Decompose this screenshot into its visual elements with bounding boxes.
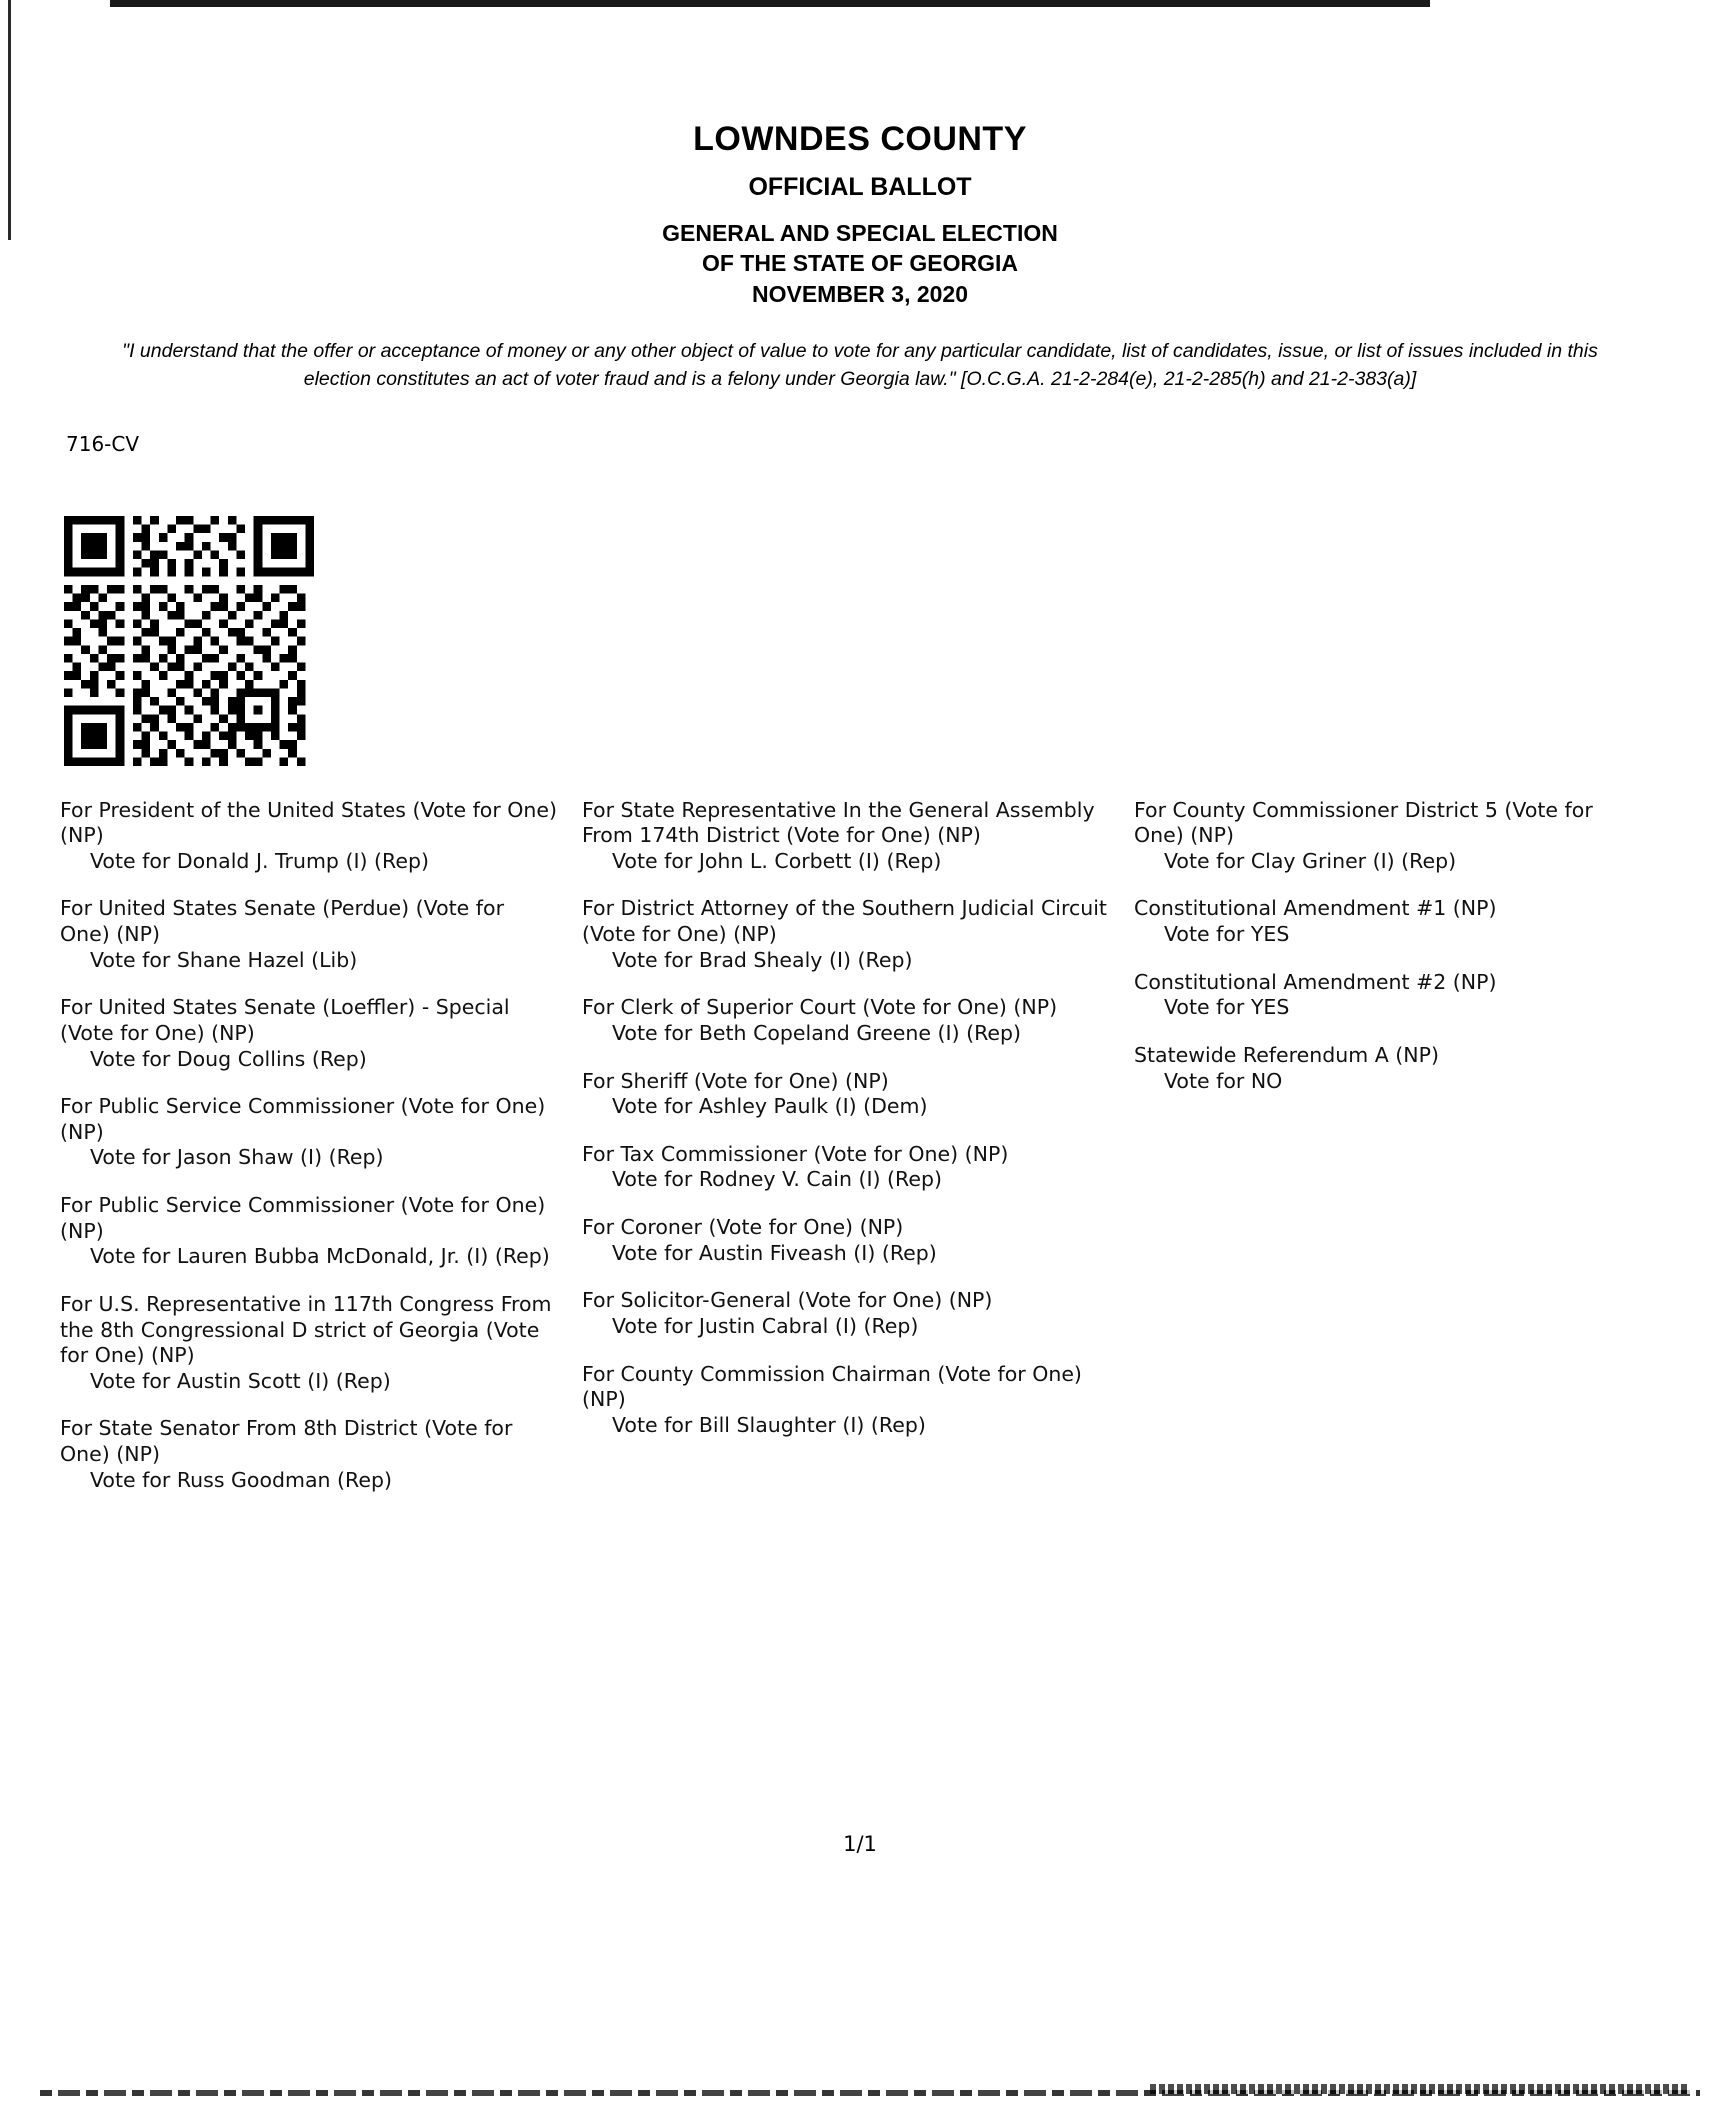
contest-item [582, 896, 1112, 973]
contest-choice: Vote for Brad Shealy (I) (Rep) [612, 947, 913, 972]
scan-artifact-top [110, 0, 1430, 7]
contest-choice: Vote for Jason Shaw (I) (Rep) [90, 1145, 384, 1170]
contest-choice: Vote for Donald J. Trump (I) (Rep) [90, 848, 429, 873]
contest-column-3 [1134, 798, 1624, 1516]
contest-choice: Vote for Beth Copeland Greene (I) (Rep) [612, 1020, 1022, 1045]
contest-office: For County Commissioner District 5 (Vote for One) (NP) [1134, 797, 1593, 848]
contest-choice: Vote for Austin Fiveash (I) (Rep) [612, 1240, 937, 1265]
contest-item [582, 1288, 1112, 1339]
contest-item [1134, 1043, 1624, 1094]
scan-artifact-left [8, 0, 11, 240]
contest-choice: Vote for NO [1164, 1068, 1283, 1093]
contest-office: For U.S. Representative in 117th Congress From the 8th Congressional D strict of Georgia (Vote for One) (NP) [60, 1291, 552, 1368]
contest-column-2 [582, 798, 1112, 1516]
contest-office: Constitutional Amendment #1 (NP) [1134, 896, 1497, 921]
ballot-type: OFFICIAL BALLOT [748, 173, 972, 201]
contest-item [1134, 798, 1624, 875]
contest-office: For County Commission Chairman (Vote for One) (NP) [582, 1361, 1082, 1412]
contest-office: For United States Senate (Perdue) (Vote for One) (NP) [60, 896, 504, 947]
contest-choice: Vote for Justin Cabral (I) (Rep) [612, 1313, 919, 1338]
contest-office: For Public Service Commissioner (Vote for One) (NP) [60, 1094, 546, 1144]
contest-office: For State Senator From 8th District (Vote for One) (NP) [60, 1416, 513, 1467]
election-date: NOVEMBER 3, 2020 [751, 280, 969, 307]
contest-item [60, 896, 560, 973]
contest-item [60, 1193, 560, 1270]
contest-choice: Vote for Clay Griner (I) (Rep) [1164, 848, 1457, 873]
contest-office: For Tax Commissioner (Vote for One) (NP) [582, 1141, 1009, 1166]
contest-choice: Vote for YES [1164, 995, 1290, 1020]
contest-choice: Vote for Austin Scott (I) (Rep) [90, 1368, 391, 1393]
contest-office: For Clerk of Superior Court (Vote for One) (NP) [582, 995, 1058, 1020]
contest-item [1134, 896, 1624, 947]
voter-fraud-oath: "I understand that the offer or acceptance of money or any other object of value to vote for any particular candidate, list of candidates, issue, or list of issues included in this election constitutes an act of voter fraud and is a felony under Georgia law." [O.C.G.A. 21-2-284(e), 21-2-285(h) and 21-2-383(a)] [122, 340, 1598, 391]
contest-office: For District Attorney of the Southern Judicial Circuit (Vote for One) (NP) [582, 896, 1107, 947]
contest-item [60, 1416, 560, 1493]
ballot-code: 716-CV [66, 431, 140, 456]
contest-item [60, 798, 560, 875]
page-number: 1/1 [843, 1832, 877, 1856]
contest-choice: Vote for Lauren Bubba McDonald, Jr. (I) (Rep) [90, 1244, 550, 1269]
contest-item [1134, 970, 1624, 1021]
election-title-line1: GENERAL AND SPECIAL ELECTION [662, 220, 1058, 246]
ballot-content [60, 120, 1660, 1856]
contest-item [582, 995, 1112, 1046]
contest-office: For State Representative In the General Assembly From 174th District (Vote for One) (NP) [582, 797, 1095, 848]
contest-item [582, 1142, 1112, 1193]
election-title-line2: OF THE STATE OF GEORGIA [701, 250, 1019, 277]
contest-columns [60, 798, 1660, 1516]
scan-artifact-bottom-right [1150, 2084, 1690, 2094]
contest-item [582, 1362, 1112, 1439]
contest-item [60, 995, 560, 1072]
contest-item [582, 1215, 1112, 1266]
contest-choice: Vote for YES [1164, 922, 1290, 947]
contest-choice: Vote for Russ Goodman (Rep) [90, 1467, 393, 1492]
county-title: LOWNDES COUNTY [693, 120, 1027, 158]
contest-office: For Public Service Commissioner (Vote for One) (NP) [60, 1193, 546, 1243]
contest-office: For Coroner (Vote for One) (NP) [582, 1215, 904, 1240]
contest-choice: Vote for John L. Corbett (I) (Rep) [612, 848, 942, 873]
contest-office: For United States Senate (Loeffler) - Special (Vote for One) (NP) [60, 995, 510, 1045]
contest-item [582, 798, 1112, 875]
contest-choice: Vote for Doug Collins (Rep) [90, 1046, 367, 1071]
contest-column-1 [60, 798, 560, 1516]
contest-item [582, 1069, 1112, 1120]
contest-item [60, 1094, 560, 1171]
contest-office: For Solicitor-General (Vote for One) (NP) [582, 1288, 993, 1313]
contest-item [60, 1292, 560, 1395]
contest-office: Constitutional Amendment #2 (NP) [1134, 969, 1497, 994]
contest-choice: Vote for Rodney V. Cain (I) (Rep) [612, 1167, 942, 1192]
contest-choice: Vote for Ashley Paulk (I) (Dem) [612, 1094, 928, 1119]
contest-office: Statewide Referendum A (NP) [1134, 1042, 1439, 1067]
contest-office: For Sheriff (Vote for One) (NP) [582, 1068, 889, 1093]
ballot-qr-code [64, 516, 314, 766]
contest-office: For President of the United States (Vote for One) (NP) [60, 797, 558, 848]
contest-choice: Vote for Shane Hazel (Lib) [90, 947, 358, 972]
contest-choice: Vote for Bill Slaughter (I) (Rep) [612, 1412, 926, 1437]
